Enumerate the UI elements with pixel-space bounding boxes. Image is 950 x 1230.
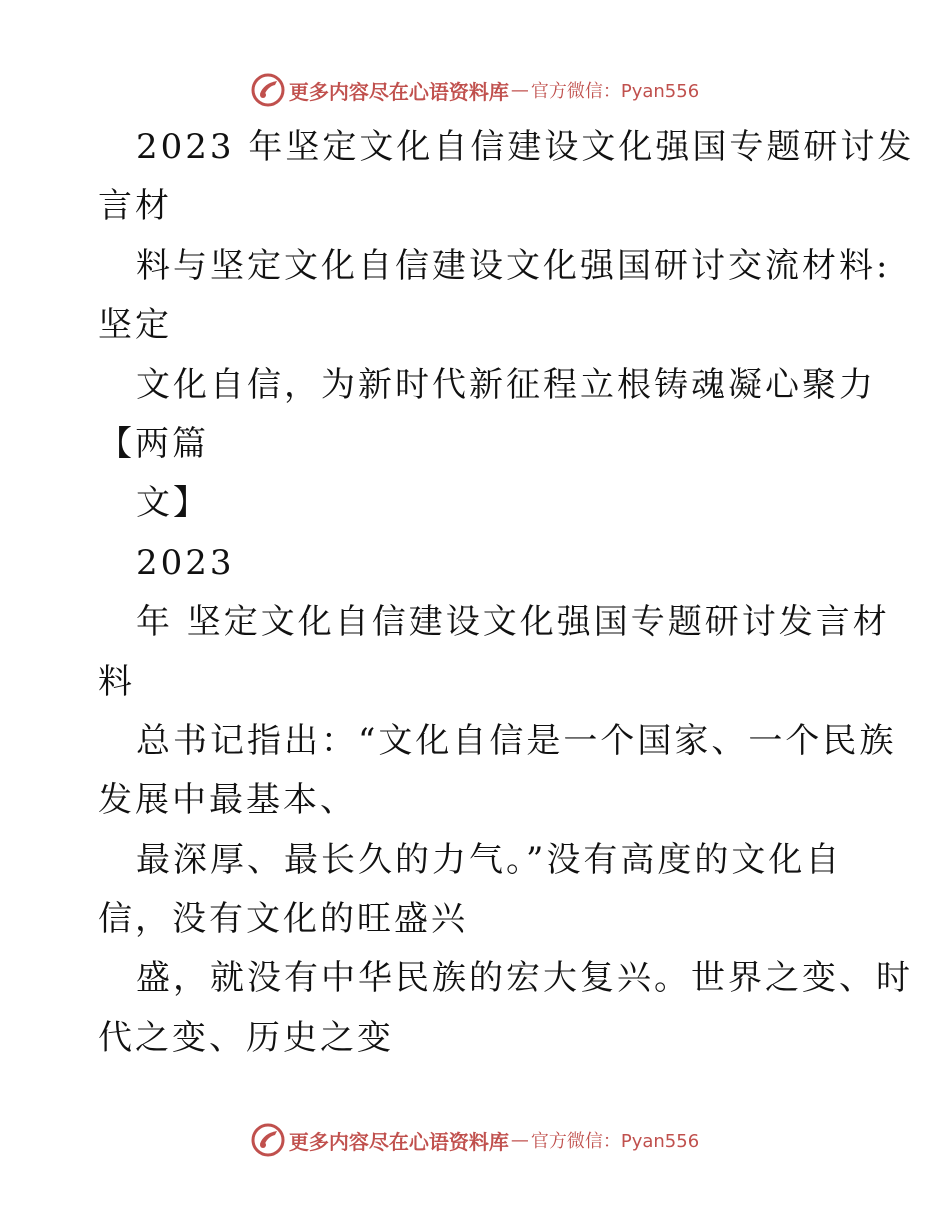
text-line: 料	[98, 661, 135, 702]
watermark-brand: 更多内容尽在心语资料库	[288, 79, 509, 104]
text-line: 言材	[98, 186, 172, 227]
text-line: 坚定	[98, 305, 172, 346]
document-body	[98, 118, 915, 1068]
watermark-dash: —	[510, 79, 529, 101]
watermark-brand: 更多内容尽在心语资料库	[288, 1129, 509, 1154]
text-line: 文化自信，为新时代新征程立根铸魂凝心聚力	[136, 364, 876, 405]
text-line: 代之变、历史之变	[98, 1017, 394, 1058]
text-line: 年 坚定文化自信建设文化强国专题研讨发言材	[136, 602, 890, 643]
text-line: 2023 年坚定文化自信建设文化强国专题研讨发	[136, 127, 915, 167]
text-line: 文】	[136, 483, 210, 524]
header-watermark	[0, 70, 950, 110]
watermark-dash: —	[510, 1129, 529, 1151]
text-line: 料与坚定文化自信建设文化强国研讨交流材料:	[136, 245, 891, 286]
text-line: 总书记指出：“文化自信是一个国家、一个民族	[136, 720, 897, 761]
text-line: 盛，就没有中华民族的宏大复兴。世界之变、时	[136, 958, 913, 999]
text-line: 【两篇	[98, 423, 209, 464]
footer-watermark	[0, 1120, 950, 1160]
text-line: 2023	[136, 542, 235, 583]
watermark-wechat: 官方微信：Pyan556	[530, 1131, 700, 1152]
seal-logo-icon	[251, 73, 285, 107]
watermark-wechat: 官方微信：Pyan556	[530, 81, 700, 102]
text-line: 信，没有文化的旺盛兴	[98, 899, 468, 940]
text-line: 发展中最基本、	[98, 780, 357, 821]
text-line: 最深厚、最长久的力气。”没有高度的文化自	[136, 839, 843, 880]
seal-logo-icon	[251, 1123, 285, 1157]
